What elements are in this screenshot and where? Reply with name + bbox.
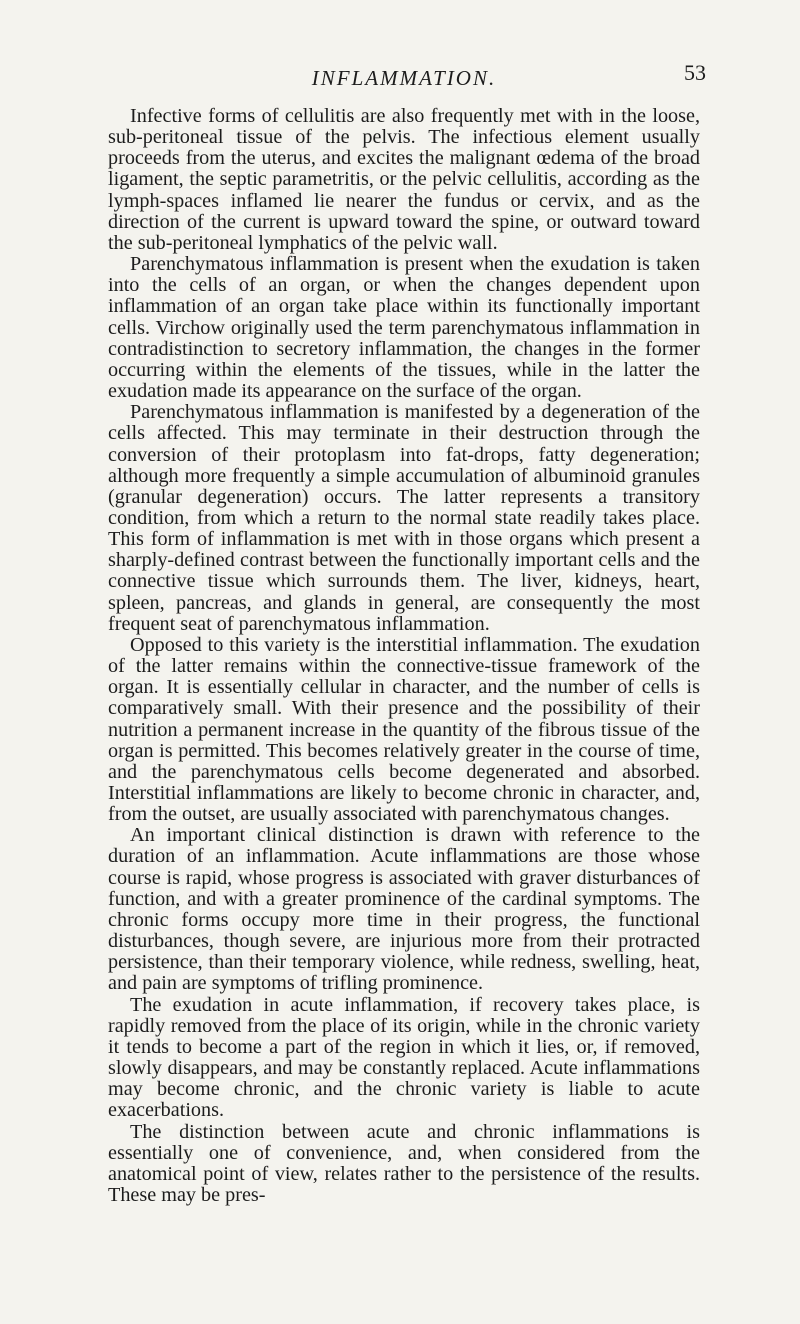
paragraph-parenchymatous-degeneration: Parenchymatous inflammation is manifested by a degeneration of the cells affected. This may terminate in their destruction through the conversion of their protoplasm into fat-drops, fatty degeneration; although more frequently a simple accumulation of albuminoid granules (granular degeneration) occurs. The latter represents a transitory condition, from which a return to the normal state readily takes place. This form of inflammation is met with in those organs which present a sharply-defined contrast between the functionally important cells and the connective tissue which surrounds them. The liver, kidneys, heart, spleen, pancreas, and glands in general, are consequently the most frequent seat of parenchymatous inflammation. xyxy=(108,401,700,635)
paragraph-interstitial-inflammation: Opposed to this variety is the interstitial inflammation. The exudation of the latter remains within the connective-tissue framework of the organ. It is essentially cellular in character, and the number of cells is comparatively small. With their presence and the possibility of their nutrition a permanent increase in the quantity of the fibrous tissue of the organ is permitted. This becomes relatively greater in the course of time, and the parenchymatous cells become degenerated and absorbed. Interstitial inflammations are likely to become chronic in character, and, from the outset, are usually associated with parenchymatous changes. xyxy=(108,633,700,826)
paragraph-infective-cellulitis: Infective forms of cellulitis are also frequently met with in the loose, sub-peritoneal tissue of the pelvis. The infectious element usually proceeds from the uterus, and excites the malignant œdema of the broad ligament, the septic parametritis, or the pelvic cellulitis, according as the lymph-spaces inflamed lie nearer the fundus or cervix, and as the direction of the current is upward toward the spine, or outward toward the sub-peritoneal lymphatics of the pelvic wall. xyxy=(108,105,700,254)
running-title: INFLAMMATION. xyxy=(311,66,497,90)
paragraph-convenience-distinction: The distinction between acute and chronic inflammations is essentially one of convenience, and, when considered from the anatomical point of view, relates rather to the persistence of the results. These may be pres- xyxy=(108,1120,700,1206)
paragraph-acute-chronic-distinction: An important clinical distinction is drawn with reference to the duration of an inflammation. Acute inflammations are those whose course is rapid, whose progress is associated with graver disturbances of function, and with a greater prominence of the cardinal symptoms. The chronic forms occupy more time in their progress, the functional disturbances, though severe, are injurious more from their protracted persistence, than their temporary violence, while redness, swelling, heat, and pain are symptoms of trifling prominence. xyxy=(108,824,700,995)
page-number: 53 xyxy=(684,60,706,85)
paragraph-exudation-removal: The exudation in acute inflammation, if recovery takes place, is rapidly removed from the place of its origin, while in the chronic variety it tends to become a part of the region in which it lies, or, if removed, slowly disappears, and may be constantly replaced. Acute inflammations may become chronic, and the chronic variety is liable to acute exacerbations. xyxy=(108,993,700,1122)
paragraph-parenchymatous-definition: Parenchymatous inflammation is present when the exudation is taken into the cells of an organ, or when the changes dependent upon inflammation of an organ take place within its functionally important cells. Virchow originally used the term parenchymatous inflammation in contradistinction to secretory inflammation, the changes in the former occurring within the elements of the tissues, while in the latter the exudation made its appearance on the surface of the organ. xyxy=(108,253,700,403)
body-text xyxy=(108,106,700,1206)
running-head xyxy=(108,60,706,92)
